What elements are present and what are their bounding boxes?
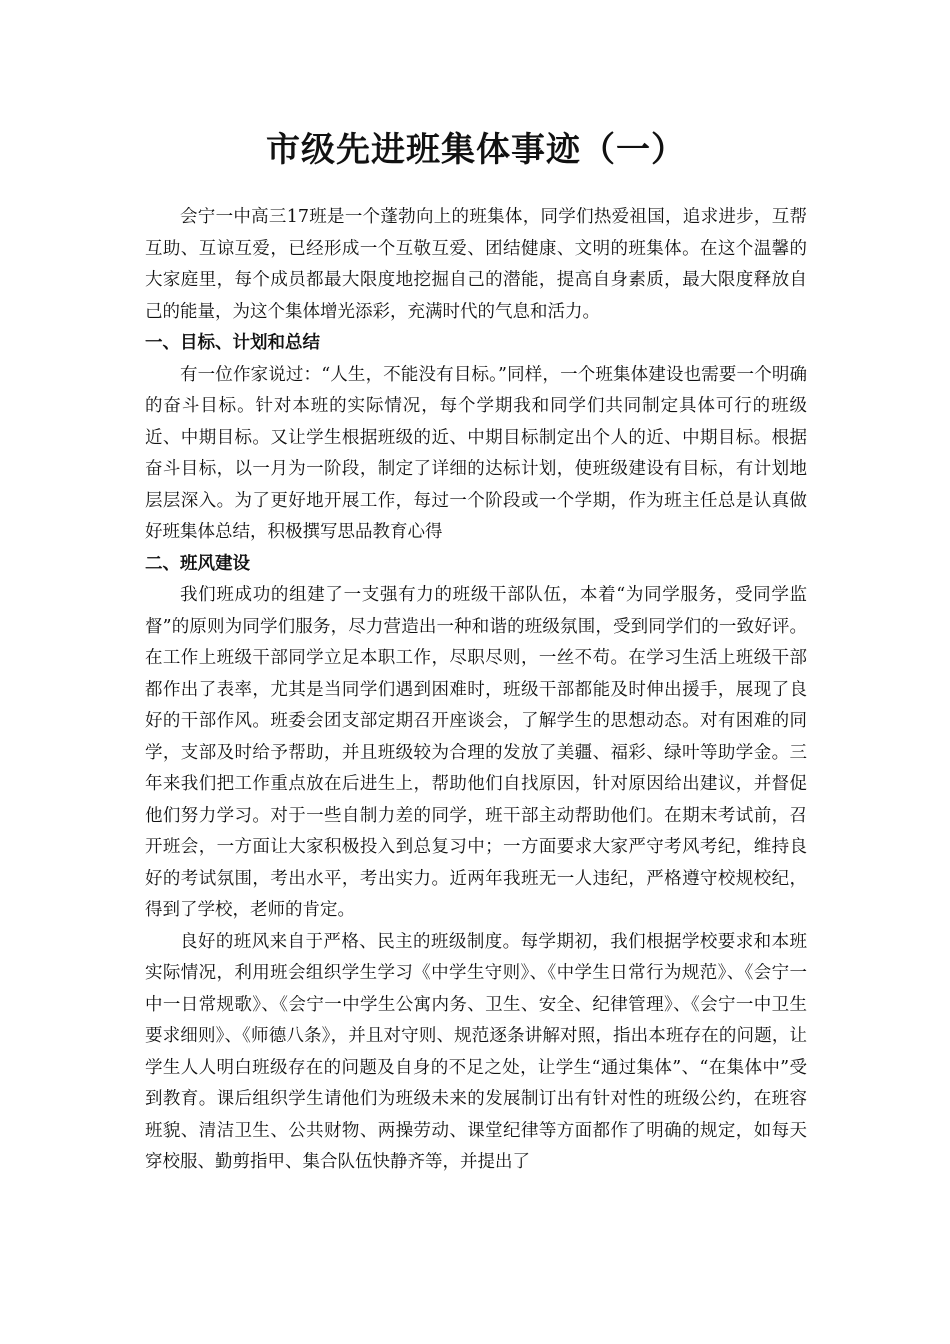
section-paragraph: 有一位作家说过：“人生，不能没有目标。”同样，一个班集体建设也需要一个明确的奋斗目标。针对本班的实际情况，每个学期我和同学们共同制定具体可行的班级近、中期目标。又让学生根据班级的近、中期目标制定出个人的近、中期目标。根据奋斗目标，以一月为一阶段，制定了详细的达标计划，使班级建设有目标，有计划地层层深入。为了更好地开展工作，每过一个阶段或一个学期，作为班主任总是认真做好班集体总结，积极撰写思品教育心得 (145, 364, 807, 542)
section-class-style (145, 549, 807, 1179)
document-page (145, 120, 807, 1179)
section-heading: 二、班风建设 (145, 553, 250, 574)
section-paragraph: 我们班成功的组建了一支强有力的班级干部队伍，本着“为同学服务，受同学监督”的原则为同学们服务，尽力营造出一种和谐的班级氛围，受到同学们的一致好评。在工作上班级干部同学立足本职工作，尽职尽则，一丝不苟。在学习生活上班级干部都作出了表率，尤其是当同学们遇到困难时，班级干部都能及时伸出援手，展现了良好的干部作风。班委会团支部定期召开座谈会，了解学生的思想动态。对有困难的同学，支部及时给予帮助，并且班级较为合理的发放了美疆、福彩、绿叶等助学金。三年来我们把工作重点放在后进生上，帮助他们自找原因，针对原因给出建议，并督促他们努力学习。对于一些自制力差的同学，班干部主动帮助他们。在期末考试前，召开班会，一方面让大家积极投入到总复习中；一方面要求大家严守考风考纪，维持良好的考试氛围，考出水平，考出实力。近两年我班无一人违纪，严格遵守校规校纪，得到了学校，老师的肯定。 (145, 585, 807, 920)
intro-paragraph: 会宁一中高三17班是一个蓬勃向上的班集体，同学们热爱祖国，追求进步，互帮互助、互谅互爱，已经形成一个互敬互爱、团结健康、文明的班集体。在这个温馨的大家庭里，每个成员都最大限度地挖掘自己的潜能，提高自身素质，最大限度释放自己的能量，为这个集体增光添彩，充满时代的气息和活力。 (145, 207, 807, 322)
document-title: 市级先进班集体事迹（一） (266, 130, 686, 170)
section-paragraph: 良好的班风来自于严格、民主的班级制度。每学期初，我们根据学校要求和本班实际情况，利用班会组织学生学习《中学生守则》、《中学生日常行为规范》、《会宁一中一日常规歌》、《会宁一中学生公寓内务、卫生、安全、纪律管理》、《会宁一中卫生要求细则》、《师德八条》，并且对守则、规范逐条讲解对照，指出本班存在的问题，让学生人人明白班级存在的问题及自身的不足之处，让学生“通过集体”、“在集体中”受到教育。课后组织学生请他们为班级未来的发展制订出有针对性的班级公约，在班容班貌、清洁卫生、公共财物、两操劳动、课堂纪律等方面都作了明确的规定，如每天穿校服、勤剪指甲、集合队伍快静齐等，并提出了 (145, 931, 807, 1172)
section-goals (145, 328, 807, 549)
section-heading: 一、目标、计划和总结 (145, 333, 320, 353)
